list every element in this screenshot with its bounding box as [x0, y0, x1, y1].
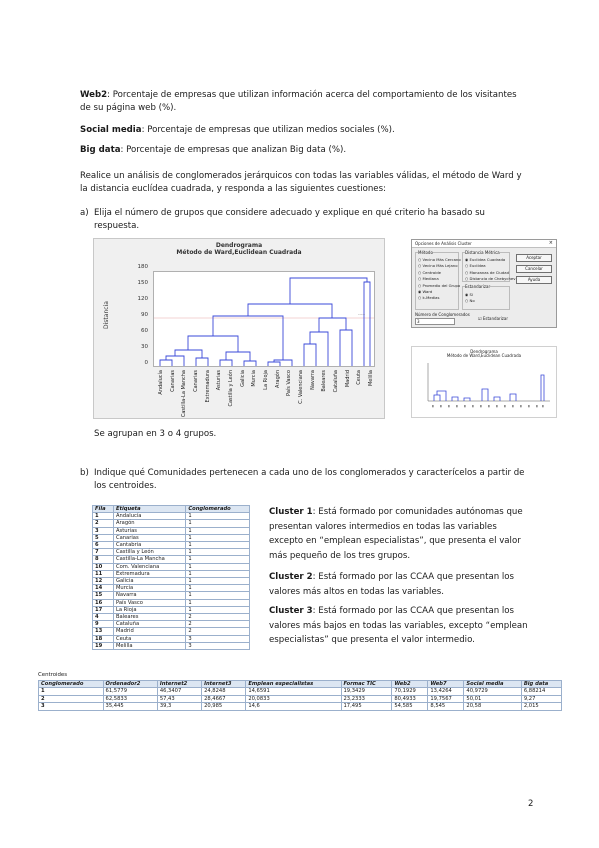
table-cell: Andalucía [113, 513, 185, 520]
svg-text:▮: ▮ [496, 404, 498, 408]
table-cell: 19,7567 [428, 695, 464, 702]
table-cell: 8 [93, 556, 114, 563]
method-radio[interactable] [418, 295, 461, 301]
table-cell: 15 [93, 592, 114, 599]
question-b-text: Indique qué Comunidades pertenecen a cada uno de los conglomerados y caracterícelos a partir de los centroides. [94, 468, 525, 491]
table-cell: 40,9729 [464, 688, 521, 695]
clusters-number-label: Número de Conglomerados [415, 312, 470, 317]
radio-icon: ○ [418, 276, 423, 282]
table-cell: 1 [186, 592, 250, 599]
radio-icon: ○ [418, 295, 423, 301]
table-cell: 24,8248 [202, 688, 246, 695]
method-option-label: k-Medias [422, 295, 440, 301]
centroids-table [38, 680, 562, 711]
table-cell: 1 [186, 578, 250, 585]
dendrogram-xaxis [153, 368, 375, 416]
centroids-table-wrapper [38, 680, 562, 711]
question-a-answer: Se agrupan en 3 o 4 grupos. [94, 429, 217, 439]
table-cell: 1 [186, 520, 250, 527]
cluster-2-term: Cluster 2 [269, 572, 313, 582]
x-tick-label: Murcia [251, 370, 258, 387]
method-group-label: Método [418, 250, 433, 255]
mini-dendrogram-svg [420, 361, 552, 417]
table-cell: 1 [93, 513, 114, 520]
table-cell: 18 [93, 635, 114, 642]
column-header: Web2 [392, 681, 428, 688]
table-cell: 1 [186, 585, 250, 592]
svg-text:▮: ▮ [504, 404, 506, 408]
table-cell: 1 [186, 570, 250, 577]
table-row [93, 614, 250, 621]
table-cell: 11 [93, 570, 114, 577]
close-icon[interactable]: × [548, 240, 553, 246]
cluster-2-text: : Está formado por las CCAA que presentan los valores más altos en todas las variables. [269, 572, 515, 597]
centroids-caption: Centroides [38, 672, 68, 678]
table-cell: Castilla y León [113, 549, 185, 556]
table-row [93, 520, 250, 527]
radio-icon: ○ [465, 269, 470, 275]
intro-paragraph [80, 170, 528, 196]
table-cell: La Rioja [113, 606, 185, 613]
question-a-text: Elija el número de grupos que considere adecuado y explique en qué criterio ha basado su respuesta. [94, 208, 485, 231]
dendrogram-svg [154, 272, 374, 366]
column-header: Emplean especialistas [246, 681, 341, 688]
table-cell: Com. Valenciana [113, 563, 185, 570]
table-cell: 62,5833 [103, 695, 157, 702]
x-tick-label: Extremadura [204, 370, 211, 403]
x-tick-label: País Vasco [286, 370, 293, 396]
column-header: Internet3 [202, 681, 246, 688]
clusters-number-input[interactable]: 3 [415, 318, 455, 325]
x-tick-label: La Rioja [263, 370, 269, 390]
table-cell: 20,0833 [246, 695, 341, 702]
cluster-2-description [269, 570, 531, 599]
table-cell: 3 [186, 642, 250, 649]
table-cell: 1 [186, 534, 250, 541]
column-header: Big data [521, 681, 561, 688]
table-cell: País Vasco [113, 599, 185, 606]
radio-icon: ○ [465, 263, 470, 269]
standardize-checkbox[interactable] [478, 316, 508, 321]
method-option-label: Centroide [422, 269, 442, 275]
table-row [93, 570, 250, 577]
table-cell: Aragón [113, 520, 185, 527]
y-tick-label: 120 [137, 296, 148, 302]
table-cell: 20,985 [202, 703, 246, 710]
y-tick-label: 60 [141, 328, 148, 334]
table-cell: 46,3407 [157, 688, 201, 695]
table-cell: Castilla-La Mancha [113, 556, 185, 563]
distance-option-label: Distancia de Chebychev [469, 276, 516, 282]
table-row [93, 549, 250, 556]
table-row [93, 635, 250, 642]
y-tick-label: 0 [144, 360, 148, 366]
svg-text:▮: ▮ [520, 404, 522, 408]
cluster-options-dialog [411, 239, 557, 328]
distance-group [462, 250, 516, 282]
table-cell: 9,27 [521, 695, 561, 702]
distance-option-label: Euclidea Cuadrada [469, 257, 506, 262]
standardize-checkbox-label: Estandarizar [482, 316, 508, 321]
definition-web2 [80, 89, 528, 115]
table-row [93, 556, 250, 563]
table-cell: 1 [186, 542, 250, 549]
cluster-membership-table [92, 505, 250, 650]
dialog-title: Opciones de Análisis Cluster [415, 241, 472, 246]
table-cell: 9 [93, 621, 114, 628]
table-cell: 16 [93, 599, 114, 606]
checkbox-icon: ☑ [478, 316, 483, 321]
table-row [39, 695, 562, 702]
column-header: Formac TIC [341, 681, 392, 688]
column-header: Ordenador2 [103, 681, 157, 688]
cluster-1-term: Cluster 1 [269, 507, 313, 517]
table-row [93, 563, 250, 570]
radio-icon: ○ [418, 257, 423, 262]
table-row [93, 628, 250, 635]
term-big-data: Big data [80, 145, 121, 155]
table-row [93, 606, 250, 613]
method-group [415, 252, 459, 310]
table-cell: 61,5779 [103, 688, 157, 695]
dendrogram-subtitle: Método de Ward,Euclidean Cuadrada [176, 249, 302, 256]
standardize-group-label: Estandarizar [465, 284, 491, 289]
table-cell: 7 [93, 549, 114, 556]
column-header: Conglomerado [186, 506, 250, 513]
table-cell: Murcia [113, 585, 185, 592]
table-row [93, 534, 250, 541]
term-social-media: Social media [80, 125, 142, 135]
svg-text:▮: ▮ [512, 404, 514, 408]
column-header: Internet2 [157, 681, 201, 688]
table-cell: 13 [93, 628, 114, 635]
x-tick-label: Asturias [216, 370, 223, 391]
table-cell: 23,2333 [341, 695, 392, 702]
svg-text:▮: ▮ [432, 404, 434, 408]
dendrogram-title: Dendrograma [215, 242, 263, 249]
mini-dendrogram [411, 346, 557, 418]
table-cell: 17 [93, 606, 114, 613]
x-tick-label: Canarias [193, 370, 199, 392]
standardize-option-label: No [469, 298, 475, 304]
table-cell: 1 [186, 556, 250, 563]
svg-text:▮: ▮ [440, 404, 442, 408]
standardize-group [462, 286, 510, 310]
table-cell: 6 [93, 542, 114, 549]
table-cell: Cantabria [113, 542, 185, 549]
table-cell: 14,6591 [246, 688, 341, 695]
column-header: Web7 [428, 681, 464, 688]
table-cell: Galicia [113, 578, 185, 585]
table-cell: 2,015 [521, 703, 561, 710]
cluster-table-header [93, 506, 250, 513]
table-cell: Asturias [113, 527, 185, 534]
table-cell: 1 [39, 688, 104, 695]
table-cell: 50,01 [464, 695, 521, 702]
table-cell: 2 [39, 695, 104, 702]
svg-text:▮: ▮ [480, 404, 482, 408]
table-cell: 2 [186, 628, 250, 635]
table-cell: 3 [39, 703, 104, 710]
definition-social-media-text: : Porcentaje de empresas que utilizan medios sociales (%). [141, 125, 395, 135]
cluster-1-description [269, 505, 531, 563]
radio-icon: ○ [465, 298, 470, 304]
radio-icon: ◉ [465, 257, 470, 262]
distance-radio[interactable] [465, 276, 515, 282]
svg-text:▮: ▮ [464, 404, 466, 408]
table-row [39, 703, 562, 710]
distance-option-label: Manzanas de Ciudad [469, 269, 509, 275]
mini-chart-subtitle: Método de Ward,Euclidean Cuadrada [446, 353, 522, 358]
definition-big-data [80, 144, 528, 157]
table-cell: Cataluña [113, 621, 185, 628]
standardize-options [465, 292, 475, 305]
x-tick-label: Melilla [368, 370, 374, 387]
mini-chart-title: Dendrograma [470, 349, 498, 354]
radio-icon: ○ [418, 263, 423, 269]
table-cell: Canarias [113, 534, 185, 541]
table-cell: 3 [93, 527, 114, 534]
cancel-button[interactable]: Cancelar [516, 265, 552, 273]
question-a-marker: a) [80, 208, 89, 218]
table-cell: 80,4933 [392, 695, 428, 702]
column-header: Etiqueta [113, 506, 185, 513]
table-cell: Extremadura [113, 570, 185, 577]
radio-icon: ○ [418, 269, 423, 275]
distance-option-label: Euclídea [469, 263, 486, 269]
table-cell: 39,3 [157, 703, 201, 710]
x-tick-label: Navarra [309, 370, 316, 390]
term-web2: Web2 [80, 90, 108, 100]
svg-text:▮: ▮ [448, 404, 450, 408]
table-cell: Melilla [113, 642, 185, 649]
cluster-3-term: Cluster 3 [269, 606, 313, 616]
cluster-table-wrapper [92, 505, 250, 663]
table-cell: 14,6 [246, 703, 341, 710]
x-tick-label: C. Valenciana [298, 370, 304, 404]
svg-text:▮: ▮ [536, 404, 538, 408]
x-tick-label: Madrid [344, 370, 351, 388]
distance-group-label: Distancia Métrica [465, 250, 500, 255]
table-cell: 10 [93, 563, 114, 570]
x-tick-label: Galicia [239, 370, 246, 387]
table-cell: 1 [186, 599, 250, 606]
table-cell: 8,545 [428, 703, 464, 710]
table-cell: 13,4264 [428, 688, 464, 695]
method-option-label: Ward [422, 289, 433, 295]
table-cell: 28,4667 [202, 695, 246, 702]
dendrogram-ylabel: Distancia [103, 301, 110, 329]
distance-options [465, 257, 515, 283]
table-cell: 19 [93, 642, 114, 649]
table-cell: 19,3429 [341, 688, 392, 695]
svg-text:▮: ▮ [542, 404, 544, 408]
cluster-table-body [93, 513, 250, 650]
x-tick-label: Andalucía [158, 370, 164, 395]
radio-icon: ○ [418, 282, 423, 288]
method-option-label: Promedio del Grupo [422, 282, 461, 288]
table-cell: 14 [93, 585, 114, 592]
table-cell: 1 [186, 527, 250, 534]
table-cell: 4 [93, 614, 114, 621]
dendrogram-plot-area [153, 271, 375, 367]
dendrogram-links [160, 278, 370, 366]
method-options [418, 257, 461, 302]
table-row [93, 542, 250, 549]
table-cell: 70,1929 [392, 688, 428, 695]
dendrogram-yaxis [128, 264, 150, 374]
method-option-label: Vecino Más Lejano [422, 263, 458, 269]
radio-icon: ◉ [418, 289, 423, 295]
help-button[interactable]: Ayuda [516, 276, 552, 284]
method-option-label: Mediana [422, 276, 439, 282]
column-header: Conglomerado [39, 681, 104, 688]
table-cell: Ceuta [113, 635, 185, 642]
table-row [93, 513, 250, 520]
x-tick-label: Castilla y León [228, 370, 234, 407]
method-option-label: Vecino Más Cercano [422, 257, 461, 262]
table-cell: 54,585 [392, 703, 428, 710]
table-cell: Baleares [113, 614, 185, 621]
cut-label: ----- [358, 312, 366, 317]
x-tick-label: Ceuta [356, 370, 363, 385]
centroids-table-body [39, 688, 562, 710]
cluster-3-text: : Está formado por las CCAA que presentan los valores más bajos en todas las variables, excepto “emplean especialistas” que presenta el valor intermedio. [269, 606, 528, 645]
x-tick-label: Cataluña [333, 370, 339, 393]
x-tick-label: Aragón [274, 370, 281, 388]
table-cell: 2 [186, 614, 250, 621]
y-tick-label: 180 [137, 264, 148, 270]
radio-icon: ○ [465, 276, 470, 282]
table-cell: 1 [186, 549, 250, 556]
y-tick-label: 30 [141, 344, 148, 350]
table-cell: 20,58 [464, 703, 521, 710]
intro-text: Realice un análisis de conglomerados jerárquicos con todas las variables válidas, el método de Ward y la distancia euclídea cuadrada, y responda a las siguientes cuestiones: [80, 171, 522, 194]
definition-web2-text: : Porcentaje de empresas que utilizan información acerca del comportamiento de los visitantes de su página web (%). [80, 90, 517, 113]
standardize-option-label: Sí [469, 292, 473, 297]
dendrogram-figure [93, 238, 385, 419]
table-cell: 1 [186, 606, 250, 613]
table-cell: 2 [186, 621, 250, 628]
table-cell: Madrid [113, 628, 185, 635]
table-cell: 3 [186, 635, 250, 642]
table-cell: 1 [186, 513, 250, 520]
y-tick-label: 90 [141, 312, 148, 318]
column-header: Social media [464, 681, 521, 688]
table-row [93, 599, 250, 606]
svg-text:▮: ▮ [488, 404, 490, 408]
svg-text:▮: ▮ [472, 404, 474, 408]
table-row [93, 578, 250, 585]
table-cell: 5 [93, 534, 114, 541]
table-cell: 35,445 [103, 703, 157, 710]
table-cell: 12 [93, 578, 114, 585]
table-cell: 1 [186, 563, 250, 570]
table-cell: 2 [93, 520, 114, 527]
standardize-radio[interactable] [465, 298, 475, 304]
table-cell: 17,495 [341, 703, 392, 710]
table-cell: 57,43 [157, 695, 201, 702]
svg-text:▮: ▮ [528, 404, 530, 408]
table-row [93, 527, 250, 534]
table-row [39, 688, 562, 695]
definition-social-media [80, 124, 528, 137]
column-header: Fila [93, 506, 114, 513]
x-tick-label: Baleares [321, 370, 328, 392]
svg-text:▮: ▮ [456, 404, 458, 408]
x-tick-label: Canarias [169, 370, 176, 392]
x-tick-label: Castilla-La Mancha [181, 370, 188, 418]
definition-big-data-text: : Porcentaje de empresas que analizan Big data (%). [120, 145, 347, 155]
centroids-table-header [39, 681, 562, 688]
table-row [93, 642, 250, 649]
accept-button[interactable]: Aceptar [516, 254, 552, 262]
radio-icon: ◉ [465, 292, 470, 297]
dialog-titlebar [412, 240, 556, 248]
cluster-1-text: : Está formado por comunidades autónomas que presentan valores intermedios en todas las variables excepto en “emplean especialistas”, que presenta el valor más pequeño de los tres grupos. [269, 507, 523, 561]
y-tick-label: 150 [137, 280, 148, 286]
table-cell: Navarra [113, 592, 185, 599]
table-row [93, 585, 250, 592]
table-cell: 6,88214 [521, 688, 561, 695]
page-number: 2 [528, 799, 534, 809]
question-b-marker: b) [80, 468, 89, 478]
cluster-3-description [269, 604, 531, 648]
table-row [93, 592, 250, 599]
table-row [93, 621, 250, 628]
